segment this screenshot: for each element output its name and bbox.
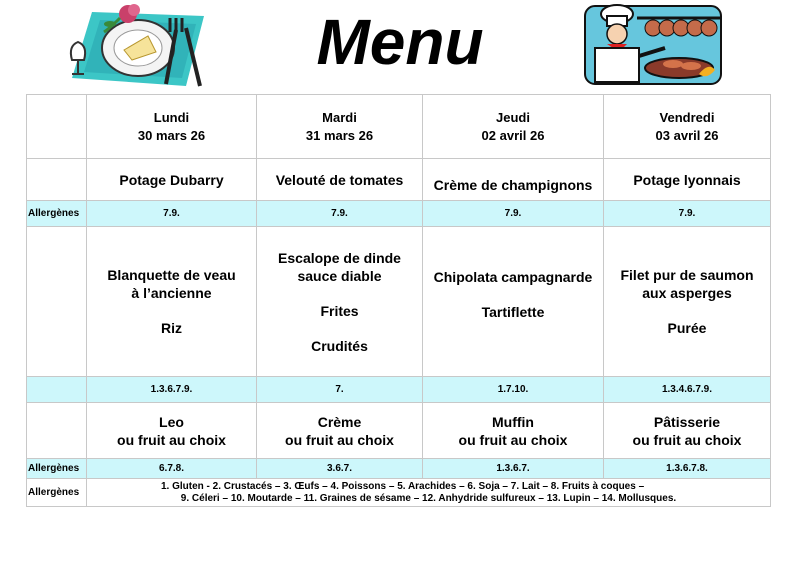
- day-header: [423, 95, 604, 159]
- day-name: Vendredi: [659, 109, 715, 125]
- main-row: [27, 227, 771, 377]
- dessert-cell: [87, 403, 257, 459]
- allergen-legend: [87, 479, 771, 507]
- allergen-label: Allergènes: [27, 479, 87, 507]
- dessert-cell: [257, 403, 423, 459]
- soup-cell: Crème de champignons: [423, 159, 604, 201]
- side-dish: Riz: [161, 320, 182, 336]
- allergen-legend-line: 9. Céleri – 10. Moutarde – 11. Graines de sésame – 12. Anhydride sulfureux – 13. Lupin – 14. Mollusques.: [180, 492, 677, 504]
- main-cell: [604, 227, 771, 377]
- soup-cell: Potage Dubarry: [87, 159, 257, 201]
- side-dish: Frites: [320, 302, 359, 319]
- allergen-legend-row: [27, 479, 771, 507]
- allergen-cell: 7.9.: [604, 201, 771, 227]
- days-row: [27, 95, 771, 159]
- dessert-name: Pâtisserie: [653, 413, 721, 430]
- side-dish: Purée: [667, 320, 707, 336]
- day-date: 30 mars 26: [137, 127, 206, 143]
- main-allergen-row: [27, 377, 771, 403]
- chef-illustration: [583, 4, 723, 86]
- corner-cell: [27, 95, 87, 159]
- soup-allergen-row: [27, 201, 771, 227]
- allergen-cell: 6.7.8.: [87, 459, 257, 479]
- main-dish-line: Chipolata campagnarde: [433, 269, 593, 285]
- allergen-label: Allergènes: [27, 459, 87, 479]
- day-name: Mardi: [322, 109, 357, 125]
- main-dish-line: à l’ancienne: [131, 285, 212, 301]
- day-header: [604, 95, 771, 159]
- dessert-cell: [604, 403, 771, 459]
- side-dish: Tartiflette: [481, 304, 545, 320]
- dessert-alt: ou fruit au choix: [285, 431, 394, 448]
- allergen-cell: 1.3.6.7.8.: [604, 459, 771, 479]
- day-name: Lundi: [153, 109, 190, 125]
- page-title: Menu: [316, 6, 484, 78]
- dessert-allergen-row: [27, 459, 771, 479]
- dessert-alt: ou fruit au choix: [117, 431, 226, 448]
- allergen-label: Allergènes: [27, 201, 87, 227]
- dessert-name: Muffin: [492, 413, 534, 430]
- dessert-alt: ou fruit au choix: [458, 431, 568, 448]
- allergen-cell: 1.3.6.7.: [423, 459, 604, 479]
- allergen-cell: 7.9.: [87, 201, 257, 227]
- allergen-cell: 7.: [257, 377, 423, 403]
- dessert-name: Leo: [159, 413, 184, 430]
- dessert-row: [27, 403, 771, 459]
- allergen-cell: 1.3.4.6.7.9.: [604, 377, 771, 403]
- main-cell: [87, 227, 257, 377]
- main-dish-line: aux asperges: [642, 285, 732, 301]
- allergen-cell: 1.3.6.7.9.: [87, 377, 257, 403]
- day-date: 02 avril 26: [481, 127, 545, 143]
- dessert-cell: [423, 403, 604, 459]
- main-cell: [423, 227, 604, 377]
- allergen-cell: 3.6.7.: [257, 459, 423, 479]
- allergen-cell: 7.9.: [257, 201, 423, 227]
- day-date: 03 avril 26: [655, 127, 719, 143]
- day-header: [87, 95, 257, 159]
- day-header: [257, 95, 423, 159]
- soup-cell: Potage lyonnais: [604, 159, 771, 201]
- main-dish-line: Escalope de dinde: [278, 249, 401, 266]
- day-date: 31 mars 26: [305, 127, 374, 143]
- allergen-legend-line: 1. Gluten - 2. Crustacés – 3. Œufs – 4. Poissons – 5. Arachides – 6. Soja – 7. Lait – 8. Fruits à coques –: [161, 480, 645, 492]
- soup-row: [27, 159, 771, 201]
- menu-table: [26, 94, 771, 507]
- main-dish-line: sauce diable: [297, 267, 382, 284]
- day-name: Jeudi: [496, 109, 530, 125]
- dessert-name: Crème: [317, 413, 362, 430]
- dessert-alt: ou fruit au choix: [632, 431, 742, 448]
- side-dish: Crudités: [311, 337, 368, 354]
- main-dish-line: Blanquette de veau: [107, 267, 236, 283]
- allergen-cell: 7.9.: [423, 201, 604, 227]
- soup-cell: Velouté de tomates: [257, 159, 423, 201]
- main-cell: [257, 227, 423, 377]
- allergen-cell: 1.7.10.: [423, 377, 604, 403]
- main-dish-line: Filet pur de saumon: [620, 267, 754, 283]
